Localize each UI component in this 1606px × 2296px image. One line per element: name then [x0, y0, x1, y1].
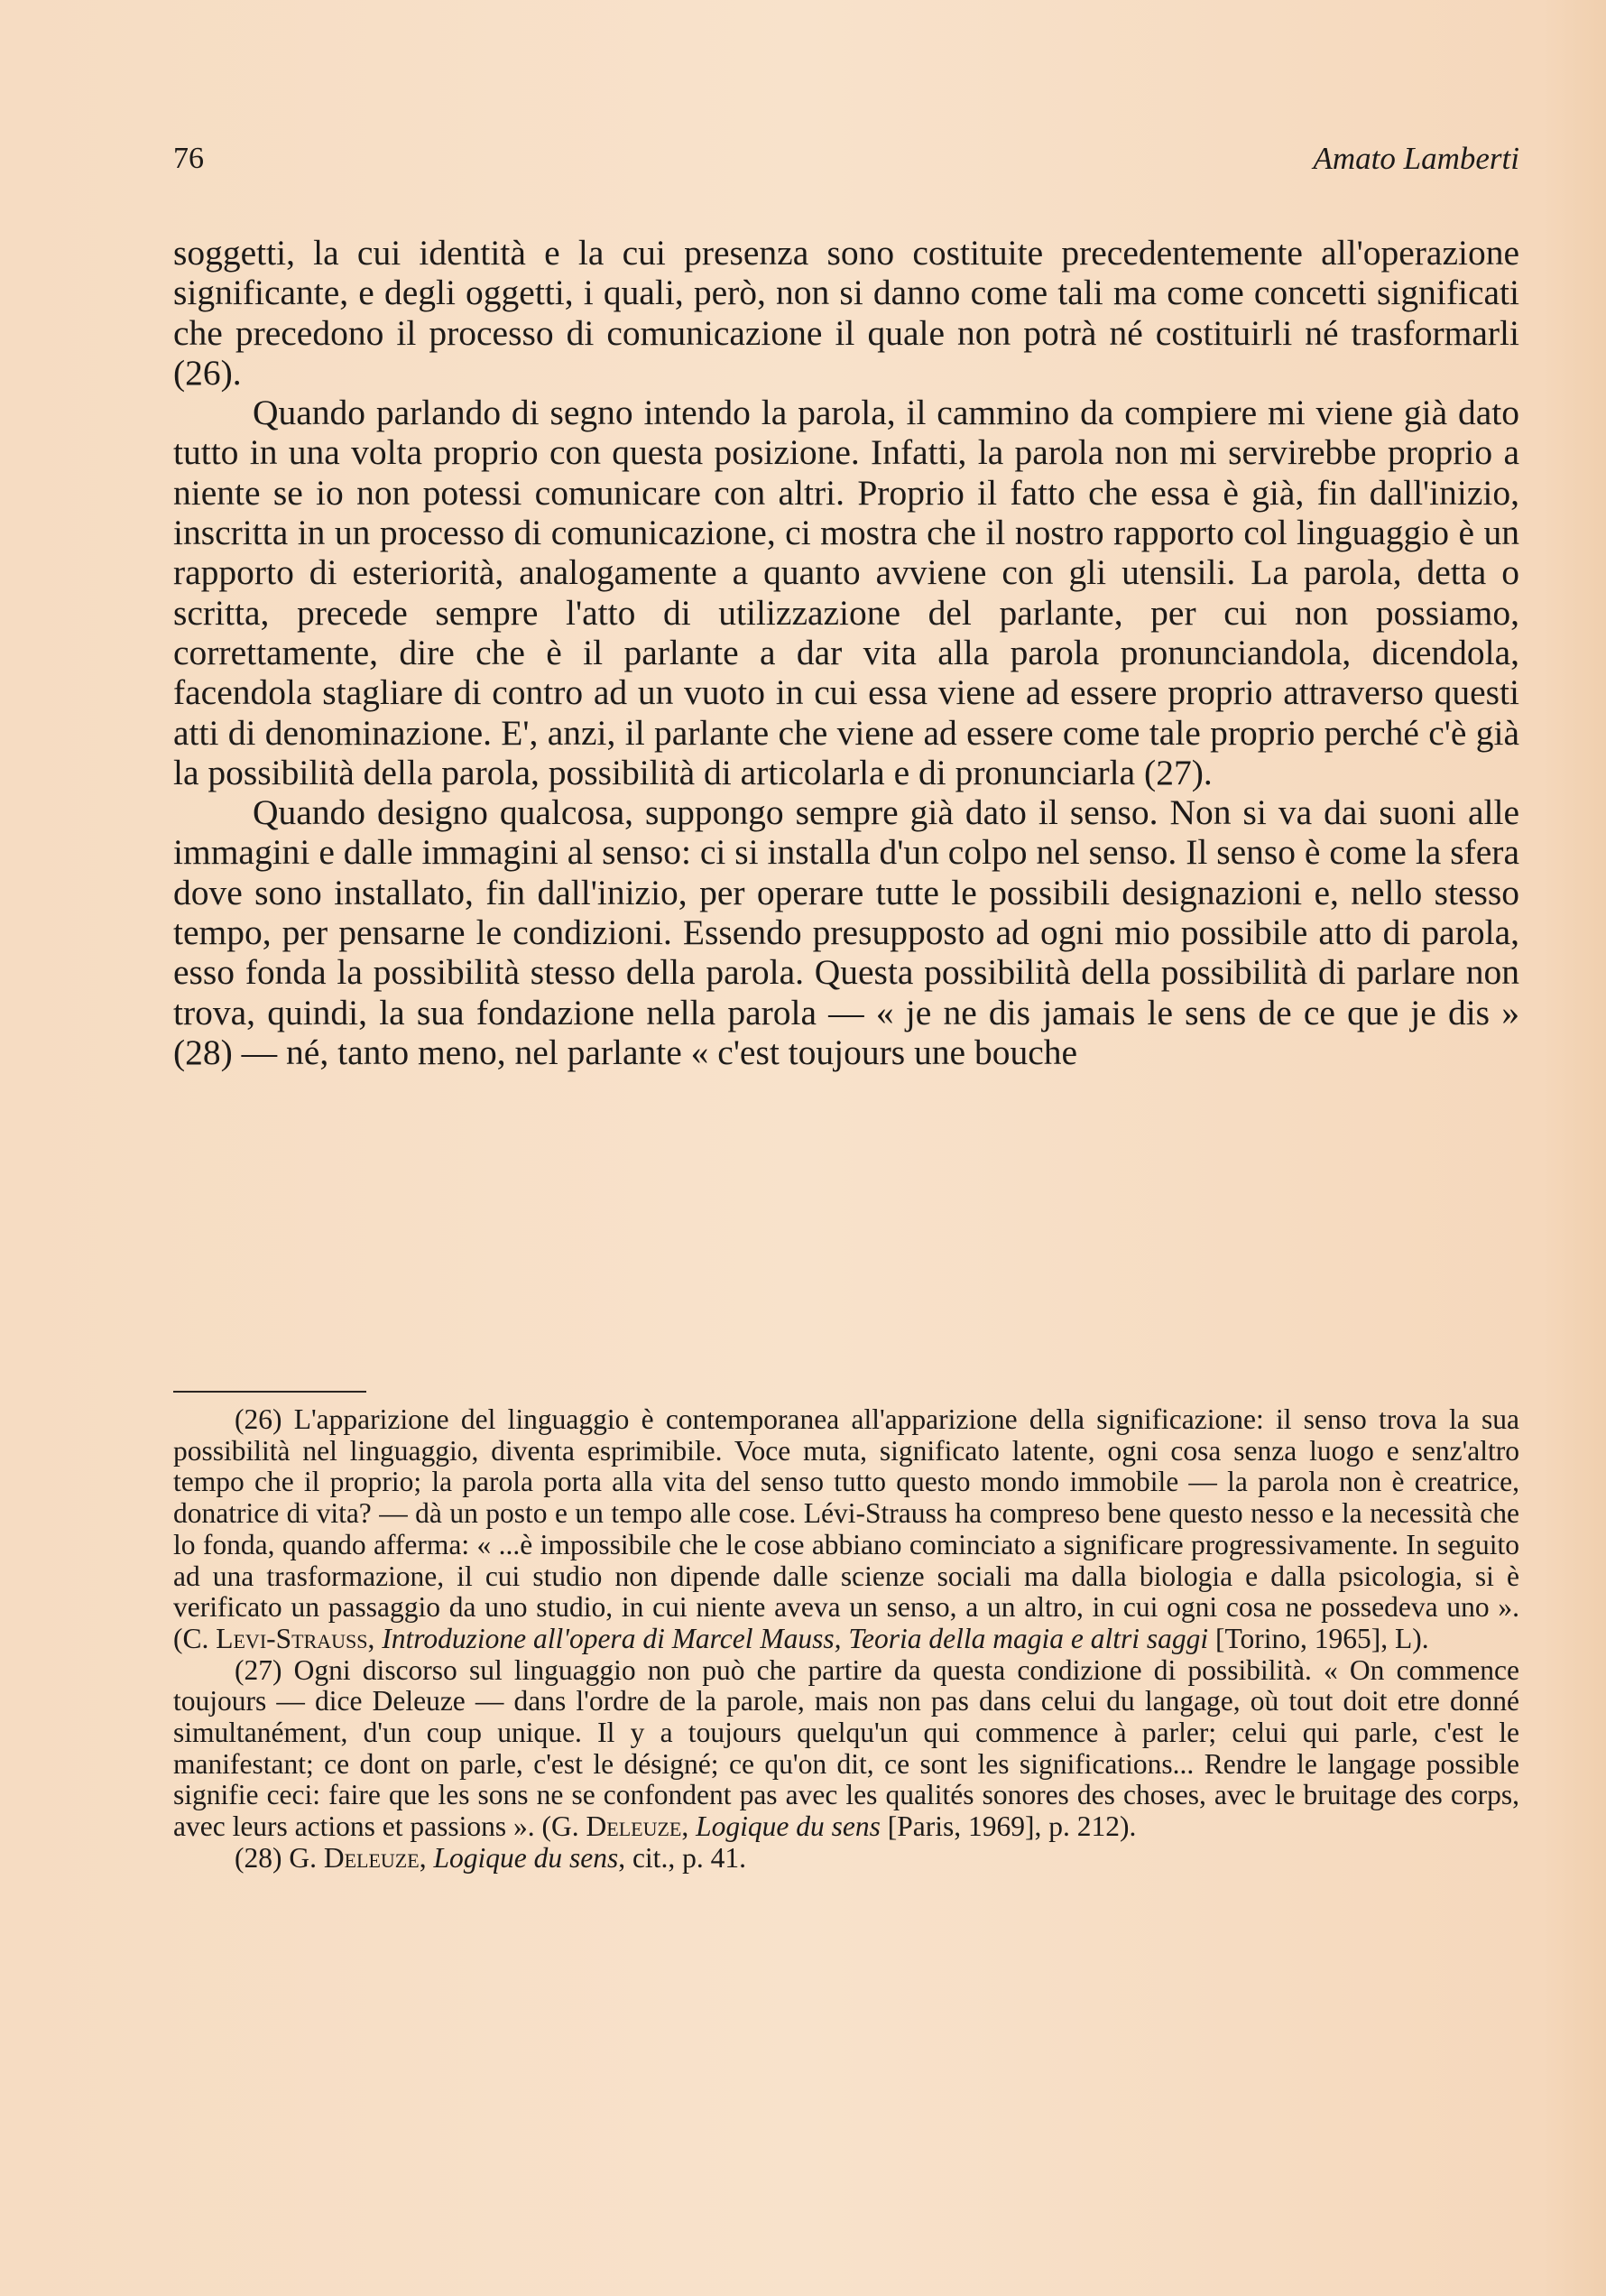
footnotes: [173, 1404, 1519, 1875]
footnote-text: (26) L'apparizione del linguaggio è contemporanea all'apparizione della significazione: il senso trova la sua possibilità nel linguaggio, diventa esprimibile. Voce muta, significato latente, ogni cosa senza luogo e senz'altro tempo che il proprio; la parola porta alla vita del senso tutto questo mondo immobile — la parola non è creatrice, donatrice di vita? — dà un posto e un tempo alle cose. Lévi-Strauss ha compreso bene questo nesso e la necessità che lo fonda, quando afferma: « ...è impossibile che le cose abbiano cominciato a significare progressivamente. In seguito ad una trasformazione, il cui studio non dipende dalle scienze sociali ma dalla biologia e dalla psicologia, si è verificato un passaggio da uno studio, in cui niente aveva un senso, a un altro, in cui ogni cosa ne possedeva uno ». (C.: [173, 1403, 1519, 1654]
footnote-27: [173, 1655, 1519, 1843]
footnote-text: ,: [367, 1622, 383, 1654]
body-paragraph: Quando designo qualcosa, suppongo sempre già dato il senso. Non si va dai suoni alle immagini e dalle immagini al senso: ci si installa d'un colpo nel senso. Il senso è come la sfera dove sono installato, fin dall'inizio, per operare tutte le possibili designazioni e, nello stesso tempo, per pensarne le condizioni. Essendo presupposto ad ogni mio possibile atto di parola, esso fonda la possibilità stesso della parola. Questa possibilità della possibilità di parlare non trova, quindi, la sua fondazione nella parola — « je ne dis jamais le sens de ce que je dis » (28) — né, tanto meno, nel parlante « c'est toujours une bouche: [173, 792, 1519, 1072]
page-header: [173, 135, 1519, 182]
footnote-text: , cit., p. 41.: [618, 1841, 746, 1874]
body-text: [173, 233, 1519, 1072]
footnote-text: (28) G.: [235, 1841, 324, 1874]
footnote-author: Deleuze: [586, 1810, 682, 1843]
footnote-title: Logique du sens: [433, 1841, 619, 1874]
footnote-title: Introduzione all'opera di Marcel Mauss, Teoria della magia e altri saggi: [382, 1622, 1209, 1654]
footnote-text: ,: [419, 1841, 434, 1874]
footnote-author: Deleuze: [323, 1841, 420, 1874]
body-paragraph: Quando parlando di segno intendo la parola, il cammino da compiere mi viene già dato tutto in una volta proprio con questa posizione. Infatti, la parola non mi servirebbe proprio a niente se io non potessi comunicare con altri. Proprio il fatto che essa è già, fin dall'inizio, inscritta in un processo di comunicazione, ci mostra che il nostro rapporto col linguaggio è un rapporto di esteriorità, analogamente a quanto avviene con gli utensili. La parola, detta o scritta, precede sempre l'atto di utilizzazione del parlante, per cui non possiamo, correttamente, dire che è il parlante a dar vita alla parola pronunciandola, dicendola, facendola stagliare di contro ad un vuoto in cui essa viene ad essere proprio attraverso questi atti di denominazione. E', anzi, il parlante che viene ad essere come tale proprio perché c'è già la possibilità della parola, possibilità di articolarla e di pronunciarla (27).: [173, 393, 1519, 792]
body-paragraph: soggetti, la cui identità e la cui presenza sono costituite precedentemente all'operazione significante, e degli oggetti, i quali, però, non si danno come tali ma come concetti significati che precedono il processo di comunicazione il quale non potrà né costituirli né trasformarli (26).: [173, 233, 1519, 393]
footnote-text: [Paris, 1969], p. 212).: [880, 1810, 1137, 1843]
footnote-text: [Torino, 1965], L).: [1208, 1622, 1429, 1654]
footnote-26: [173, 1404, 1519, 1655]
footnote-28: [173, 1843, 1519, 1875]
footnote-text: ,: [681, 1810, 697, 1843]
footnote-title: Logique du sens: [696, 1810, 881, 1843]
page-number: 76: [173, 142, 204, 175]
footnote-rule: [173, 1391, 366, 1393]
running-head: Amato Lamberti: [1313, 141, 1519, 176]
footnote-text: (27) Ogni discorso sul linguaggio non può che partire da questa condizione di possibilità. « On commence toujours — dice Deleuze — dans l'ordre de la parole, mais non pas dans celui du langage, où tout doit etre donné simultanément, d'un coup unique. Il y a toujours quelqu'un qui commence à parler; celui qui parle, c'est le manifestant; ce dont on parle, c'est le désigné; ce qu'on dit, ce sont les significations... Rendre le langage possible signifie ceci: faire que les sons ne se confondent pas avec les qualités sonores des choses, avec le bruitage des corps, avec leurs actions et passions ». (G.: [173, 1653, 1519, 1843]
footnote-author: Levi-Strauss: [216, 1622, 368, 1654]
